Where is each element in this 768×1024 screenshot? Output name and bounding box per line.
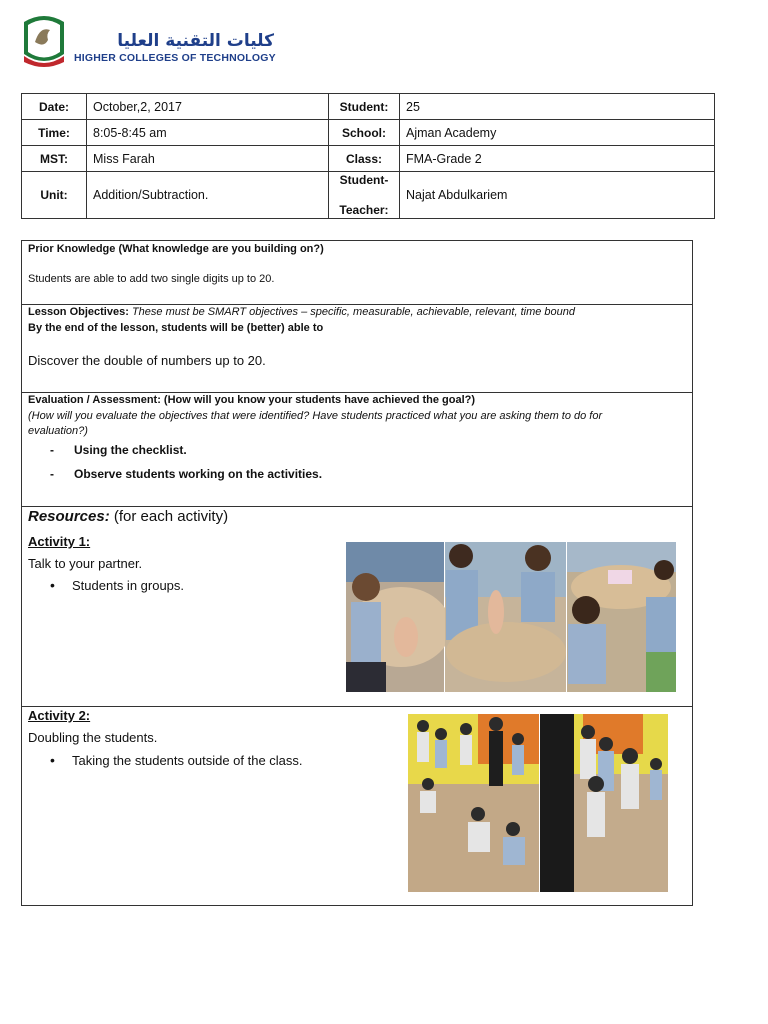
mst-label: MST: (22, 146, 87, 172)
evaluation-item-2: Observe students working on the activities. (74, 467, 323, 481)
student-teacher-label (329, 172, 400, 219)
student-teacher-value: Najat Abdulkariem (400, 172, 715, 219)
evaluation-heading: Evaluation / Assessment: (How will you know your students have achieved the goal?) (28, 394, 476, 406)
resources-section (22, 506, 692, 706)
lesson-objectives-section (22, 304, 692, 392)
evaluation-item-1: Using the checklist. (74, 443, 187, 457)
dash-glyph: - (50, 443, 54, 457)
lesson-info-table (21, 93, 715, 219)
table-row (22, 120, 715, 146)
time-label: Time: (22, 120, 87, 146)
list-item (50, 752, 303, 768)
prior-knowledge-heading: Prior Knowledge (What knowledge are you building on?) (28, 243, 324, 255)
activity2-title: Activity 2: (28, 708, 91, 723)
logo-arabic-text: كليات التقنية العليا (117, 31, 274, 51)
objectives-heading-note: These must be SMART objectives – specific, measurable, achievable, relevant, time bound (131, 306, 576, 318)
prior-knowledge-section (22, 241, 692, 304)
bullet-glyph: • (50, 577, 55, 593)
objectives-by-end: By the end of the lesson, students will be (better) able to (28, 322, 324, 334)
list-item (50, 577, 184, 593)
student-teacher-label-line2: Teacher: (339, 203, 389, 217)
activity1-title: Activity 1: (28, 534, 91, 549)
activity1-bullet: Students in groups. (72, 578, 185, 593)
objective-text: Discover the double of numbers up to 20. (28, 353, 266, 368)
objectives-heading (28, 306, 575, 318)
list-item (50, 443, 187, 457)
evaluation-section (22, 392, 692, 506)
evaluation-note-line2: evaluation?) (28, 425, 88, 437)
dash-glyph: - (50, 467, 54, 481)
unit-value: Addition/Subtraction. (87, 172, 329, 219)
activity2-section (22, 706, 692, 905)
school-label: School: (329, 120, 400, 146)
evaluation-note-line1: (How will you evaluate the objectives that were identified? Have students practiced what you are asking them to do for (28, 410, 603, 422)
resources-title-note: (for each activity) (109, 508, 229, 525)
mst-value: Miss Farah (87, 146, 329, 172)
class-label: Class: (329, 146, 400, 172)
school-value: Ajman Academy (400, 120, 715, 146)
table-row (22, 146, 715, 172)
activity1-text: Talk to your partner. (28, 556, 143, 571)
prior-knowledge-text: Students are able to add two single digits up to 20. (28, 273, 275, 285)
resources-title (28, 508, 228, 525)
resources-title-label: Resources: (28, 508, 110, 525)
table-row (22, 94, 715, 120)
date-value: October,2, 2017 (87, 94, 329, 120)
student-count-label: Student: (329, 94, 400, 120)
time-value: 8:05-8:45 am (87, 120, 329, 146)
class-value: FMA-Grade 2 (400, 146, 715, 172)
objectives-heading-label: Lesson Objectives: (28, 306, 129, 318)
student-teacher-label-line1: Student- (339, 173, 389, 187)
hct-emblem-icon (20, 12, 68, 68)
activity1-photo-collage (346, 542, 676, 692)
activity2-photo-collage (408, 714, 668, 892)
logo-english-text: HIGHER COLLEGES OF TECHNOLOGY (74, 52, 276, 64)
activity2-photo-image (408, 714, 668, 892)
hct-logo (20, 12, 276, 68)
activity2-bullet: Taking the students outside of the class. (72, 753, 303, 768)
table-row (22, 172, 715, 219)
student-count-value: 25 (400, 94, 715, 120)
bullet-glyph: • (50, 752, 55, 768)
list-item (50, 467, 322, 481)
unit-label: Unit: (22, 172, 87, 219)
activity2-text: Doubling the students. (28, 730, 158, 745)
lesson-plan-box (21, 240, 693, 906)
activity1-photo-image (346, 542, 676, 692)
date-label: Date: (22, 94, 87, 120)
